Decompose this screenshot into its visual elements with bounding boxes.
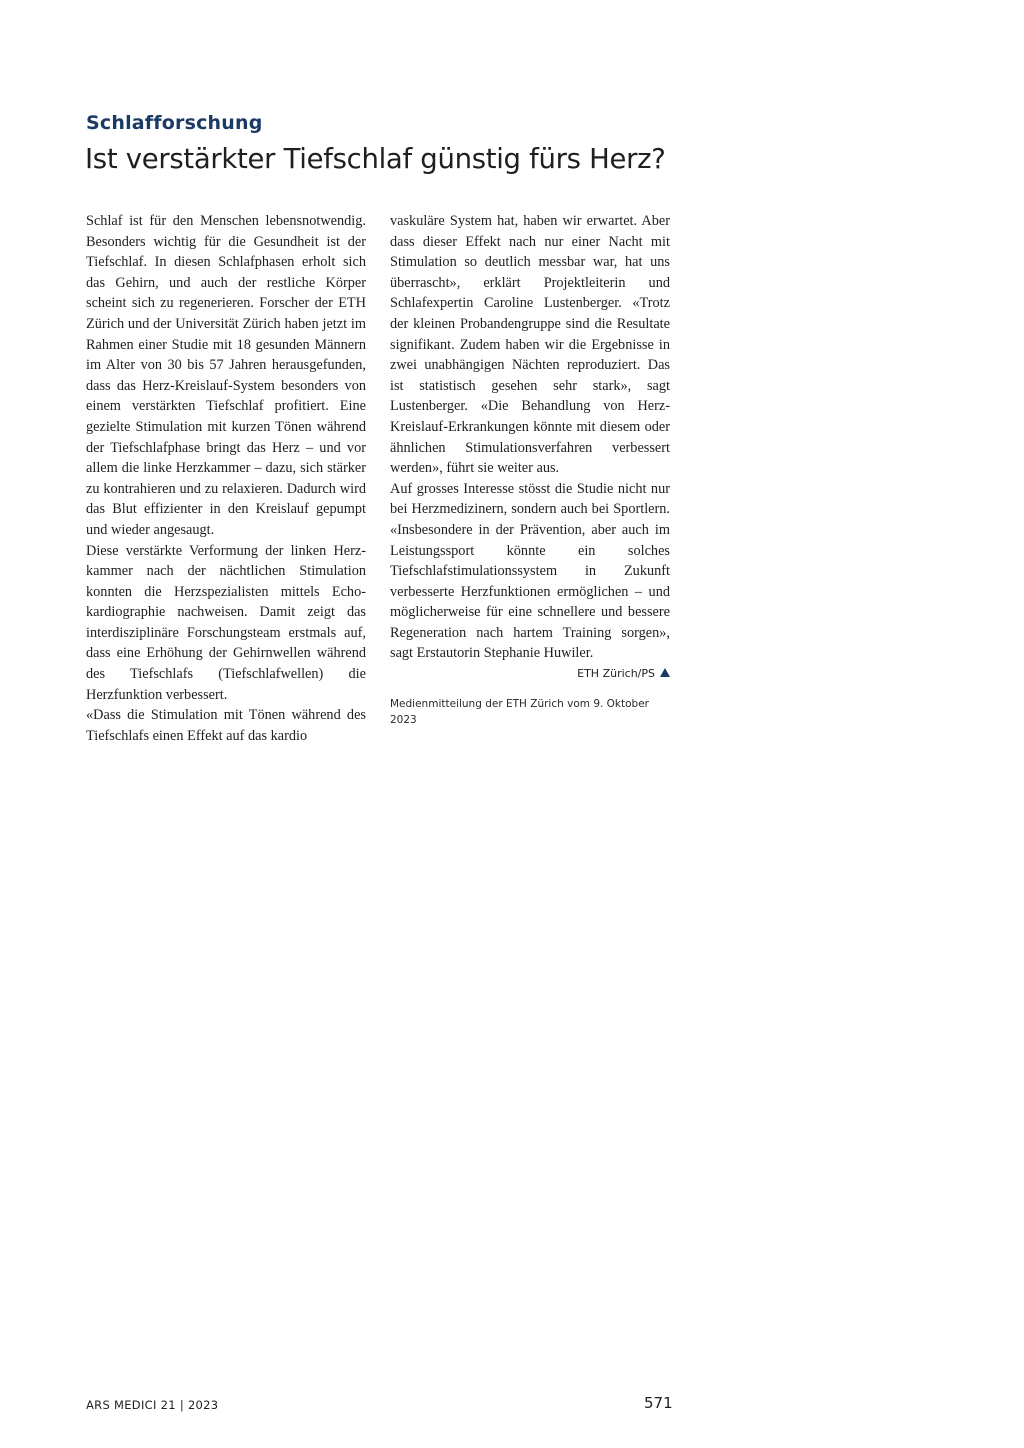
source-credit xyxy=(390,664,670,684)
paragraph: Schlaf ist für den Menschen lebensnotwendig. Besonders wichtig für die Gesundheit ist der Tiefschlaf. In diesen Schlafphasen erholt sich das Gehirn, und auch der restliche Körper scheint sich zu regenerieren. Forscher der ETH Zürich und der Universität Zürich haben jetzt im Rahmen einer Studie mit 18 gesunden Männern im Alter von 30 bis 57 Jahren herausgefunden, dass das Herz-Kreislauf-System besonders von einem verstärkten Tiefschlaf profitiert. Eine gezielte Stimulation mit kurzen Tönen während der Tiefschlafphase bringt das Herz – und vor allem die linke Herzkammer – dazu, sich stärker zu kontrahieren und zu relaxieren. Dadurch wird das Blut effizienter in den Kreislauf gepumpt und wieder angesaugt. xyxy=(86,213,366,538)
article-column-right xyxy=(390,211,670,728)
journal-footer: ARS MEDICI 21 | 2023 xyxy=(86,1398,219,1412)
source-label: ETH Zürich/PS xyxy=(577,667,655,681)
footnote: Medienmitteilung der ETH Zürich vom 9. Oktober 2023 xyxy=(390,698,649,727)
paragraph: Diese verstärkte Verformung der linken Herzkammer nach der nächtlichen Stimulation konnten die Herzspezialisten mittels Echokardiographie nachweisen. Damit zeigt das interdisziplinäre Forschungsteam erstmals auf, dass eine Erhöhung der Gehirnwellen während des Tiefschlafs (Tiefschlafwellen) die Herzfunktion verbessert. xyxy=(86,542,366,703)
paragraph: Auf grosses Interesse stösst die Studie nicht nur bei Herzmedizinern, sondern auch bei Sportlern. «Insbesondere in der Prävention, aber auch im Leistungssport könnte ein solches Tiefschlafstimulationssystem in Zukunft verbesserte Herzfunktionen ermöglichen – und möglicherweise für eine schnellere und bessere Regeneration nach hartem Training sorgen», sagt Erstautorin Stephanie Huwiler. xyxy=(390,480,670,662)
article-title: Ist verstärkter Tiefschlaf günstig fürs Herz? xyxy=(85,143,666,175)
paragraph: vaskuläre System hat, haben wir erwartet. Aber dass dieser Effekt nach nur einer Nacht mit Stimulation so deutlich messbar war, hat uns überrascht», erklärt Projektleiterin und Schlafexpertin Caroline Lustenberger. «Trotz der kleinen Probandengruppe sind die Resultate signifikant. Zudem haben wir die Ergebnisse in zwei unabhängigen Nächten reproduziert. Das ist statistisch gesehen sehr stark», sagt Lustenberger. «Die Behandlung von Herz-Kreislauf-Erkrankungen könnte mit diesem oder ähnlichen Stimulationsverfahren verbessert werden», führt sie weiter aus. xyxy=(390,213,670,477)
triangle-up-icon xyxy=(660,668,670,677)
paragraph: «Dass die Stimulation mit Tönen während des Tiefschlafs einen Effekt auf das kardio xyxy=(86,707,366,744)
article-column-left xyxy=(86,211,366,746)
page-number: 571 xyxy=(644,1394,673,1412)
section-kicker: Schlafforschung xyxy=(86,112,263,134)
